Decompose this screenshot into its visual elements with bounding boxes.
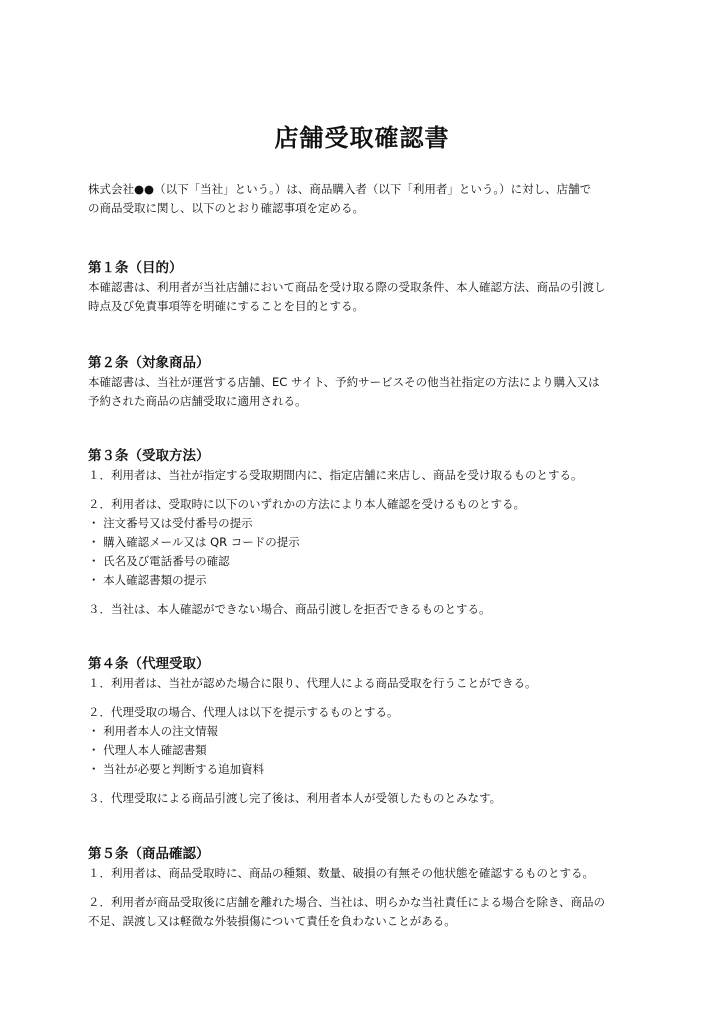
numbered-clause: １．利用者は、当社が認めた場合に限り、代理人による商品受取を行うことができる。 [88, 676, 537, 690]
bullet-item: ・ 注文番号又は受付番号の提示 [88, 516, 253, 530]
article-5 [88, 844, 648, 931]
numbered-clause: ３．代理受取による商品引渡し完了後は、利用者本人が受領したものとみなす。 [88, 791, 502, 805]
article-line: 時点及び免責事項等を明確にすることを目的とする。 [88, 299, 364, 313]
article-line: 予約された商品の店舗受取に適用される。 [88, 394, 307, 408]
bullet-item: ・ 代理人本人確認書類 [88, 743, 207, 757]
numbered-clause: ２．利用者が商品受取後に店舗を離れた場合、当社は、明らかな当社責任による場合を除き、商品の [88, 895, 606, 909]
intro-paragraph [88, 180, 648, 218]
intro-line: 株式会社●●（以下「当社」という。）は、商品購入者（以下「利用者」という。）に対し、店舗で [88, 182, 592, 196]
intro-line: の商品受取に関し、以下のとおり確認事項を定める。 [88, 201, 364, 215]
bullet-item: ・ 当社が必要と判断する追加資料 [88, 762, 265, 776]
document-title: 店舗受取確認書 [274, 124, 450, 153]
numbered-clause: ２．代理受取の場合、代理人は以下を提示するものとする。 [88, 705, 399, 719]
article-2 [88, 353, 648, 411]
article-4 [88, 654, 648, 808]
article-3 [88, 446, 648, 619]
article-line: 本確認書は、当社が運営する店舗、EC サイト、予約サービスその他当社指定の方法により購入又は [88, 375, 600, 389]
article-body [88, 674, 648, 808]
numbered-clause: １．利用者は、商品受取時に、商品の種類、数量、破損の有無その他状態を確認するものとする。 [88, 866, 594, 880]
bullet-item: ・ 購入確認メール又は QR コードの提示 [88, 535, 300, 549]
article-heading: 第２条（対象商品） [88, 355, 210, 371]
numbered-clause: １．利用者は、当社が指定する受取期間内に、指定店舗に来店し、商品を受け取るものとする。 [88, 468, 583, 482]
article-body [88, 373, 648, 411]
numbered-clause: ２．利用者は、受取時に以下のいずれかの方法により本人確認を受けるものとする。 [88, 497, 525, 511]
bullet-item: ・ 氏名及び電話番号の確認 [88, 554, 230, 568]
article-line: 本確認書は、利用者が当社店舗において商品を受け取る際の受取条件、本人確認方法、商品の引渡し [88, 280, 606, 294]
article-body [88, 466, 648, 619]
numbered-clause: ３．当社は、本人確認ができない場合、商品引渡しを拒否できるものとする。 [88, 602, 491, 616]
article-line: 不足、誤渡し又は軽微な外装損傷について責任を負わないことがある。 [88, 914, 456, 928]
article-body [88, 864, 648, 931]
bullet-item: ・ 本人確認書類の提示 [88, 573, 207, 587]
article-heading: 第５条（商品確認） [88, 846, 210, 862]
bullet-item: ・ 利用者本人の注文情報 [88, 724, 219, 738]
article-heading: 第４条（代理受取） [88, 656, 210, 672]
article-body [88, 278, 648, 316]
article-1 [88, 258, 648, 316]
article-heading: 第３条（受取方法） [88, 448, 210, 464]
article-heading: 第１条（目的） [88, 260, 183, 276]
